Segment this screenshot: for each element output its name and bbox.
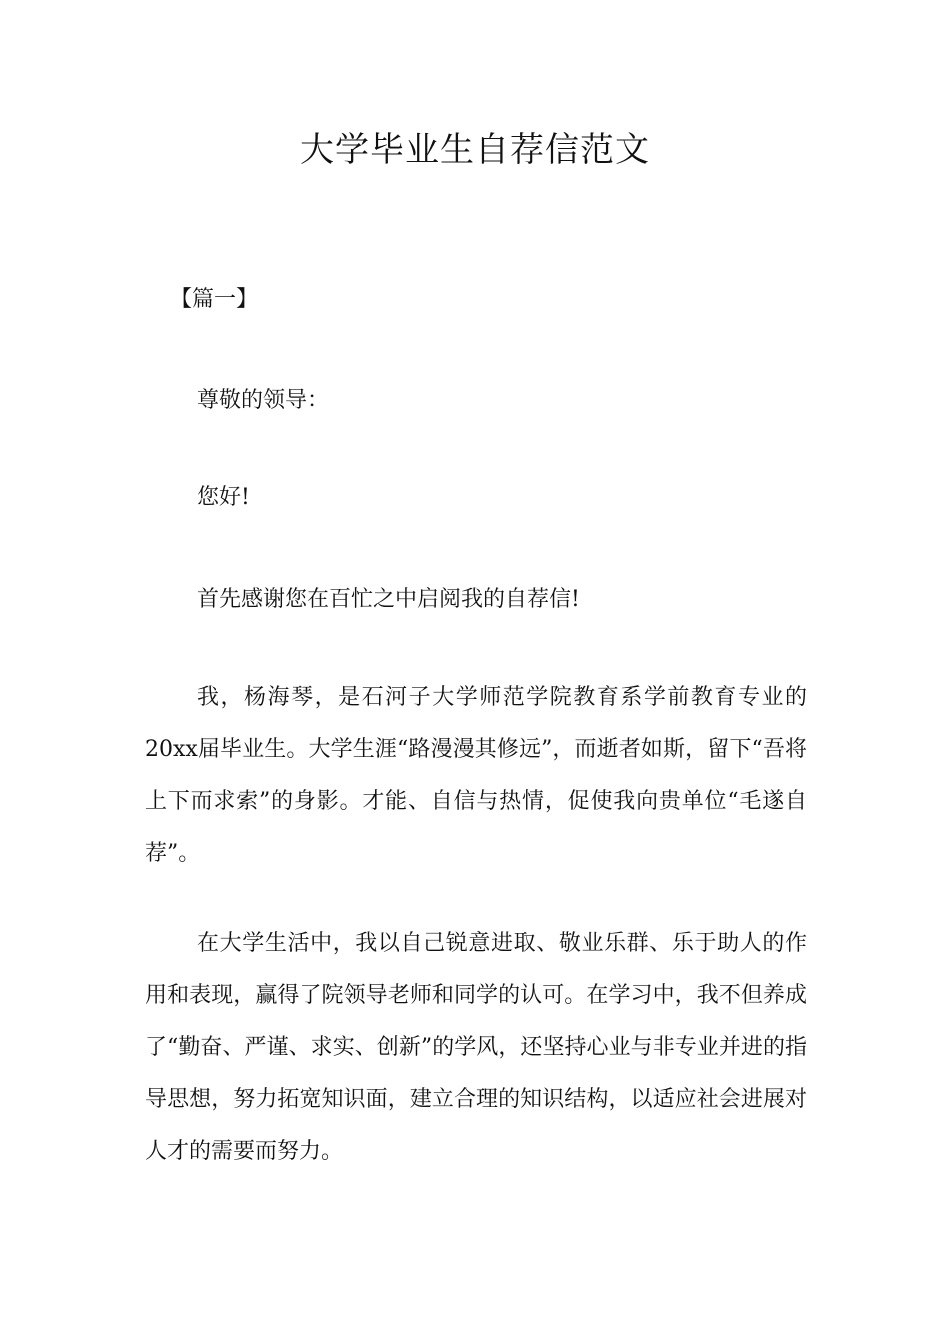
section-label: 【篇一】 xyxy=(170,287,259,312)
document-title: 大学毕业生自荐信范文 xyxy=(300,130,650,170)
paragraph-college-life: 在大学生活中，我以自己锐意进取、敬业乐群、乐于助人的作用和表现，赢得了院领导老师和同学的认可。在学习中，我不但养成了“勤奋、严谨、求实、创新”的学风，还坚持心业与非专业并进的指导思想，努力拓宽知识面，建立合理的知识结构，以适应社会进展对人才的需要而努力。 xyxy=(145,931,807,1164)
paragraph-hello: 您好! xyxy=(197,485,250,510)
paragraph-thanks: 首先感谢您在百忙之中启阅我的自荐信! xyxy=(197,587,580,612)
paragraph-intro: 我，杨海琴，是石河子大学师范学院教育系学前教育专业的20xx届毕业生。大学生涯“路漫漫其修远”，而逝者如斯，留下“吾将上下而求索”的身影。才能、自信与热情，促使我向贵单位“毛遂自荐”。 xyxy=(145,685,807,866)
paragraph-greeting: 尊敬的领导： xyxy=(197,388,330,413)
